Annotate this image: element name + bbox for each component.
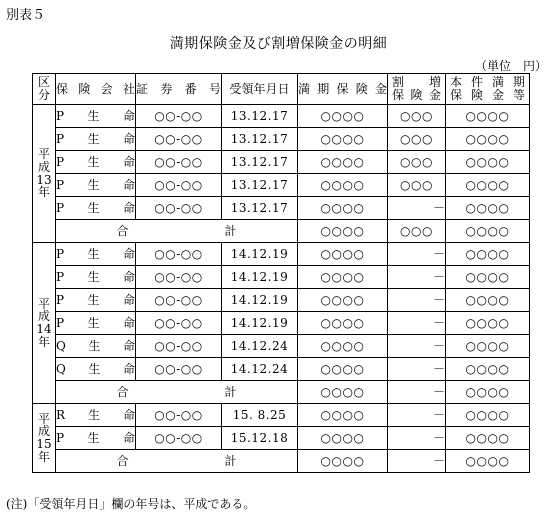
header-company: 保険会社 — [56, 74, 136, 105]
cert-number-cell: ○○-○○ — [136, 197, 222, 220]
premium-amount-cell: － — [388, 197, 446, 220]
subtotal-label-a: 合 — [116, 223, 129, 238]
company-text: P生命 — [56, 154, 135, 169]
receipt-date-cell: 14.12.19 — [222, 289, 298, 312]
header-era-text: 区 分 — [37, 75, 50, 102]
maturity-amount-cell: ○○○○ — [298, 358, 388, 381]
premium-amount-cell: ○○○ — [388, 151, 446, 174]
total-amount-cell: ○○○○ — [446, 151, 530, 174]
total-amount-cell: ○○○○ — [446, 174, 530, 197]
header-era — [33, 74, 56, 105]
maturity-amount-cell: ○○○○ — [298, 335, 388, 358]
premium-amount-cell: － — [388, 289, 446, 312]
header-total-top: 本件満期 — [450, 75, 525, 90]
subtotal-premium-cell: － — [388, 450, 446, 473]
maturity-amount-cell: ○○○○ — [298, 105, 388, 128]
header-premium — [388, 74, 446, 105]
receipt-date-cell: 14.12.19 — [222, 266, 298, 289]
premium-amount-cell: － — [388, 312, 446, 335]
era-cell — [33, 243, 56, 404]
receipt-date-cell: 13.12.17 — [222, 197, 298, 220]
table-row — [33, 335, 530, 358]
total-amount-cell: ○○○○ — [446, 289, 530, 312]
subtotal-label-a: 合 — [116, 453, 129, 468]
subtotal-label-cell — [56, 450, 298, 473]
subtotal-total-cell: ○○○○ — [446, 381, 530, 404]
maturity-amount-cell: ○○○○ — [298, 266, 388, 289]
total-amount-cell: ○○○○ — [446, 128, 530, 151]
header-maturity-amount: 満期保険金 — [298, 74, 388, 105]
table-row — [33, 174, 530, 197]
unit-label: （単位 円） — [474, 59, 547, 73]
table-row — [33, 151, 530, 174]
company-cell — [56, 197, 136, 220]
subtotal-row — [33, 450, 530, 473]
subtotal-label-b: 計 — [224, 223, 237, 238]
subtotal-maturity-cell: ○○○○ — [298, 220, 388, 243]
table-row — [33, 312, 530, 335]
cert-number-cell: ○○-○○ — [136, 243, 222, 266]
company-text: P生命 — [56, 269, 135, 284]
cert-number-cell: ○○-○○ — [136, 128, 222, 151]
header-premium-bottom: 保険金 — [392, 88, 441, 102]
maturity-schedule-table — [32, 73, 530, 473]
company-cell — [56, 151, 136, 174]
company-text: P生命 — [56, 177, 135, 192]
table-row — [33, 266, 530, 289]
cert-number-cell: ○○-○○ — [136, 151, 222, 174]
header-receipt-date: 受領年月日 — [222, 74, 298, 105]
receipt-date-cell: 14.12.19 — [222, 312, 298, 335]
table-row — [33, 358, 530, 381]
era-text: 平 成 14 年 — [36, 296, 52, 349]
total-amount-cell: ○○○○ — [446, 427, 530, 450]
footnote: (注)「受領年月日」欄の年号は、平成である。 — [6, 497, 256, 511]
receipt-date-cell: 15. 8.25 — [222, 404, 298, 427]
premium-amount-cell: － — [388, 404, 446, 427]
subtotal-label-cell — [56, 381, 298, 404]
receipt-date-cell: 13.12.17 — [222, 174, 298, 197]
company-text: P生命 — [56, 246, 135, 261]
cert-number-cell: ○○-○○ — [136, 404, 222, 427]
cert-number-cell: ○○-○○ — [136, 312, 222, 335]
subtotal-label-cell — [56, 220, 298, 243]
subtotal-premium-cell: － — [388, 381, 446, 404]
maturity-amount-cell: ○○○○ — [298, 427, 388, 450]
company-cell — [56, 105, 136, 128]
receipt-date-cell: 14.12.24 — [222, 335, 298, 358]
company-text: P生命 — [56, 292, 135, 307]
cert-number-cell: ○○-○○ — [136, 427, 222, 450]
maturity-amount-cell: ○○○○ — [298, 404, 388, 427]
company-text: P生命 — [56, 131, 135, 146]
premium-amount-cell: ○○○ — [388, 128, 446, 151]
header-total — [446, 74, 530, 105]
maturity-amount-cell: ○○○○ — [298, 128, 388, 151]
subtotal-total-cell: ○○○○ — [446, 450, 530, 473]
maturity-amount-cell: ○○○○ — [298, 151, 388, 174]
company-text: P生命 — [56, 200, 135, 215]
table-row — [33, 289, 530, 312]
total-amount-cell: ○○○○ — [446, 358, 530, 381]
subtotal-total-cell: ○○○○ — [446, 220, 530, 243]
cert-number-cell: ○○-○○ — [136, 358, 222, 381]
document-label: 別表５ — [6, 8, 46, 23]
total-amount-cell: ○○○○ — [446, 335, 530, 358]
receipt-date-cell: 13.12.17 — [222, 128, 298, 151]
company-cell — [56, 312, 136, 335]
table-row — [33, 197, 530, 220]
company-cell — [56, 427, 136, 450]
document-title: 満期保険金及び割増保険金の明細 — [169, 36, 388, 52]
total-amount-cell: ○○○○ — [446, 312, 530, 335]
total-amount-cell: ○○○○ — [446, 105, 530, 128]
table-row — [33, 404, 530, 427]
table-row — [33, 243, 530, 266]
receipt-date-cell: 13.12.17 — [222, 105, 298, 128]
table-row — [33, 105, 530, 128]
header-cert-number: 証券番号 — [136, 74, 222, 105]
subtotal-maturity-cell: ○○○○ — [298, 381, 388, 404]
premium-amount-cell: － — [388, 266, 446, 289]
company-cell — [56, 174, 136, 197]
company-cell — [56, 289, 136, 312]
cert-number-cell: ○○-○○ — [136, 289, 222, 312]
premium-amount-cell: － — [388, 243, 446, 266]
subtotal-label-b: 計 — [224, 453, 237, 468]
cert-number-cell: ○○-○○ — [136, 105, 222, 128]
header-total-bottom: 保険金等 — [450, 88, 525, 102]
company-cell — [56, 243, 136, 266]
receipt-date-cell: 13.12.17 — [222, 151, 298, 174]
receipt-date-cell: 15.12.18 — [222, 427, 298, 450]
receipt-date-cell: 14.12.19 — [222, 243, 298, 266]
company-cell — [56, 266, 136, 289]
total-amount-cell: ○○○○ — [446, 197, 530, 220]
maturity-amount-cell: ○○○○ — [298, 312, 388, 335]
company-text: P生命 — [56, 430, 135, 445]
premium-amount-cell: ○○○ — [388, 105, 446, 128]
company-cell — [56, 404, 136, 427]
company-cell — [56, 358, 136, 381]
maturity-amount-cell: ○○○○ — [298, 197, 388, 220]
era-cell — [33, 105, 56, 243]
era-text: 平 成 13 年 — [36, 147, 52, 200]
company-text: P生命 — [56, 108, 135, 123]
company-cell — [56, 128, 136, 151]
subtotal-row — [33, 220, 530, 243]
subtotal-label-a: 合 — [116, 384, 129, 399]
total-amount-cell: ○○○○ — [446, 266, 530, 289]
company-cell — [56, 335, 136, 358]
premium-amount-cell: － — [388, 427, 446, 450]
cert-number-cell: ○○-○○ — [136, 335, 222, 358]
premium-amount-cell: － — [388, 335, 446, 358]
subtotal-maturity-cell: ○○○○ — [298, 450, 388, 473]
header-row — [33, 74, 530, 105]
premium-amount-cell: ○○○ — [388, 174, 446, 197]
total-amount-cell: ○○○○ — [446, 404, 530, 427]
table-body — [33, 105, 530, 473]
maturity-amount-cell: ○○○○ — [298, 289, 388, 312]
header-premium-top: 割 増 — [392, 75, 441, 90]
cert-number-cell: ○○-○○ — [136, 174, 222, 197]
company-text: Q生命 — [56, 361, 135, 376]
subtotal-label-b: 計 — [224, 384, 237, 399]
company-text: Q生命 — [56, 338, 135, 353]
era-text: 平 成 15 年 — [36, 411, 52, 464]
maturity-amount-cell: ○○○○ — [298, 243, 388, 266]
era-cell — [33, 404, 56, 473]
company-text: P生命 — [56, 315, 135, 330]
subtotal-row — [33, 381, 530, 404]
premium-amount-cell: － — [388, 358, 446, 381]
receipt-date-cell: 14.12.24 — [222, 358, 298, 381]
total-amount-cell: ○○○○ — [446, 243, 530, 266]
company-text: R生命 — [56, 407, 135, 422]
maturity-amount-cell: ○○○○ — [298, 174, 388, 197]
cert-number-cell: ○○-○○ — [136, 266, 222, 289]
table-row — [33, 427, 530, 450]
subtotal-premium-cell: ○○○ — [388, 220, 446, 243]
table-row — [33, 128, 530, 151]
